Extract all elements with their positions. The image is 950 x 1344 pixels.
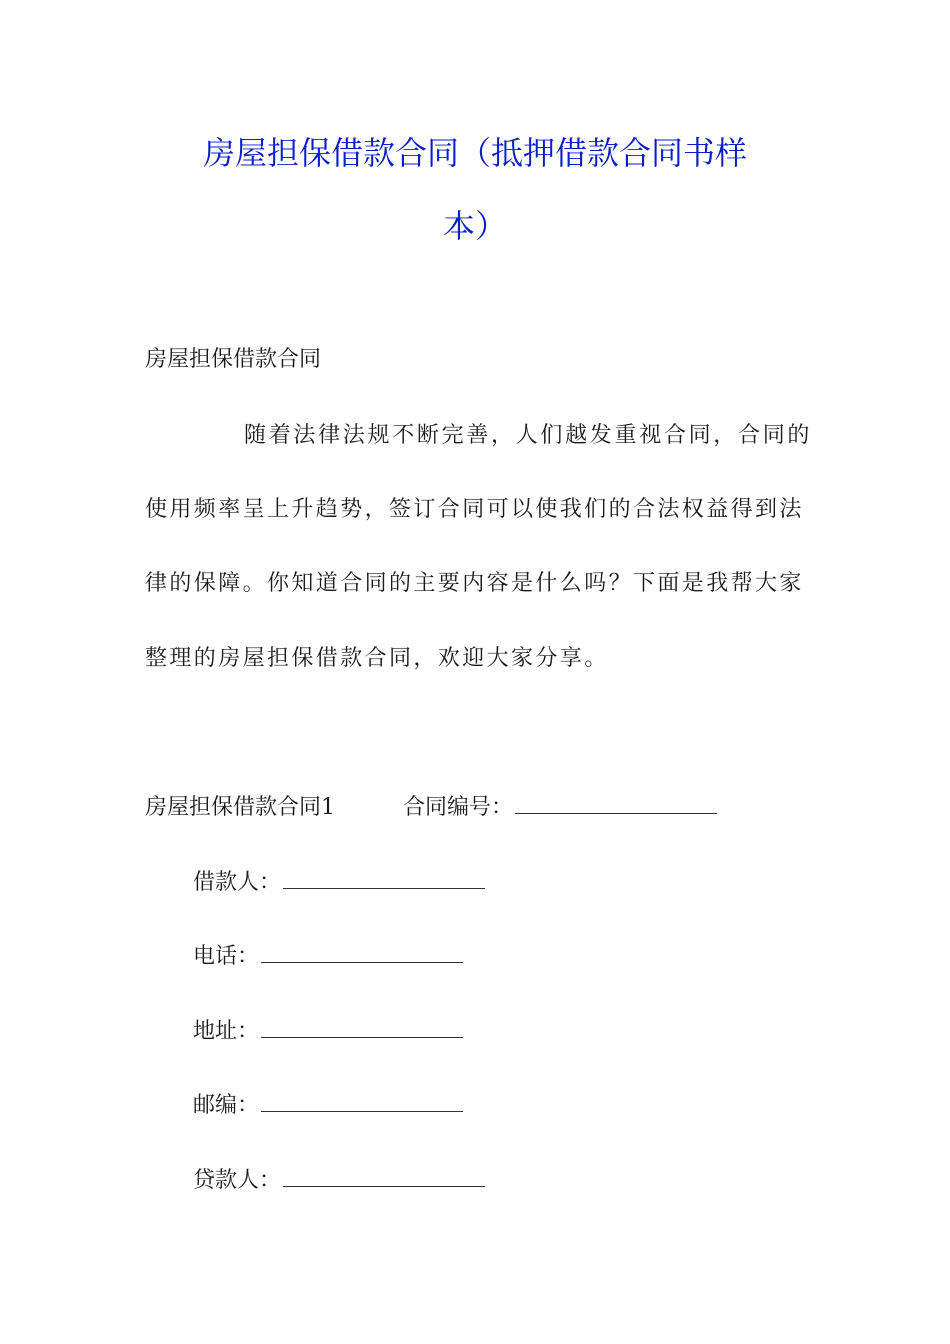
borrower-field xyxy=(193,868,485,898)
postcode-field xyxy=(193,1091,463,1121)
intro-line-1: 随着法律法规不断完善，人们越发重视合同，合同的 xyxy=(244,423,813,448)
phone-blank xyxy=(261,942,463,963)
address-label: 地址： xyxy=(193,1019,260,1044)
contract-number-label: 合同编号： xyxy=(403,795,514,820)
borrower-label: 借款人： xyxy=(193,870,282,895)
document-title-line-2: 本） xyxy=(442,207,507,245)
phone-label: 电话： xyxy=(193,944,260,969)
address-field xyxy=(193,1017,463,1047)
lender-label: 贷款人： xyxy=(193,1168,282,1193)
contract-number-blank xyxy=(515,793,717,814)
address-blank xyxy=(261,1017,463,1038)
borrower-blank xyxy=(283,868,485,889)
postcode-blank xyxy=(261,1091,463,1112)
document-title-line-1: 房屋担保借款合同（抵押借款合同书样 xyxy=(202,134,747,172)
contract-number-field xyxy=(403,793,717,823)
intro-line-2: 使用频率呈上升趋势，签订合同可以使我们的合法权益得到法 xyxy=(145,497,804,522)
postcode-label: 邮编： xyxy=(193,1093,260,1118)
lender-blank xyxy=(283,1166,485,1187)
lender-field xyxy=(193,1166,485,1196)
intro-line-3: 律的保障。你知道合同的主要内容是什么吗？下面是我帮大家 xyxy=(145,571,804,596)
intro-line-4: 整理的房屋担保借款合同，欢迎大家分享。 xyxy=(145,646,609,671)
section-subtitle: 房屋担保借款合同 xyxy=(145,347,322,372)
contract-heading: 房屋担保借款合同1 xyxy=(145,795,335,820)
phone-field xyxy=(193,942,463,972)
